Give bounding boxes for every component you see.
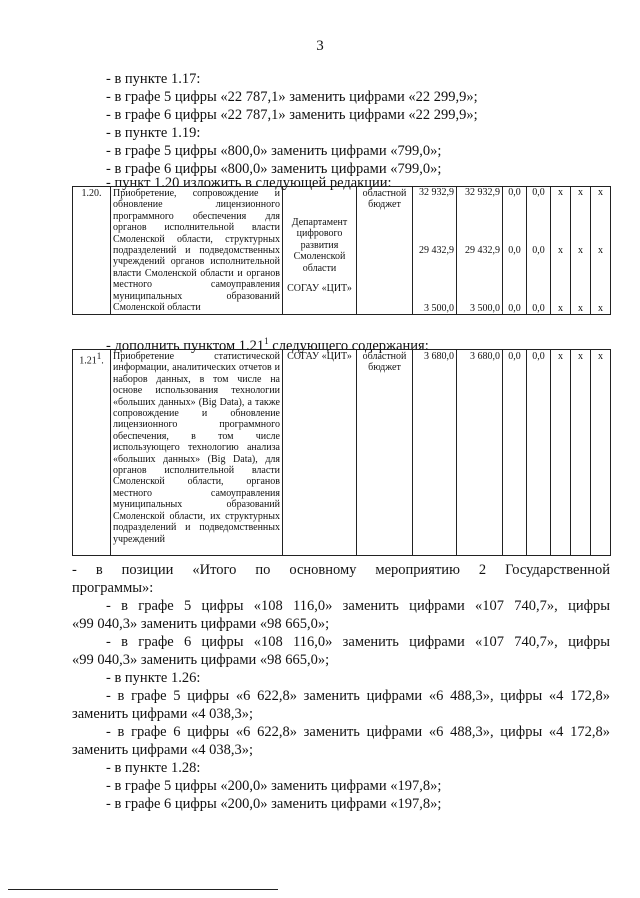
value-cell: x [591,350,611,556]
item-number [73,350,111,556]
value-cell: x [551,350,571,556]
instruction-text: - дополнить пунктом 1.21 [106,337,265,354]
value-cit: 0,0 [532,303,545,314]
value-total: x [598,187,603,198]
value-cit: 3 500,0 [424,303,454,314]
instruction-line: заменить цифрами «4 038,3»; [72,742,254,758]
instruction-line: - в графе 5 цифры «22 787,1» заменить цифрами «22 299,9»; [106,89,478,105]
value-total: 32 932,9 [465,187,500,198]
value-total: 0,0 [532,187,545,198]
value-cit: 3 500,0 [470,303,500,314]
value-cit: x [598,303,603,314]
value-department: 29 432,9 [419,245,454,256]
value-total: 0,0 [508,187,521,198]
instruction-line: - в пункте 1.19: [106,125,201,141]
executor-cit: СОГАУ «ЦИТ» [283,350,357,556]
value-department: x [598,245,603,256]
instruction-line: - в графе 6 цифры «22 787,1» заменить цифрами «22 299,9»; [106,107,478,123]
superscript: 1 [264,336,269,346]
instruction-line: заменить цифрами «4 038,3»; [72,706,254,722]
table-item-1-20 [72,186,611,315]
instruction-line: - в графе 6 цифры «6 622,8» заменить цифрами «6 488,3», цифры «4 172,8» [106,724,610,740]
item-description: Приобретение, сопровождение и обновление лицензионного программного обеспечения для органов исполнительной власти Смоленской области, структурных подразделений и подведомственных учреждений органов исполнительной власти Смоленской области и органов местного самоуправления муниципальных образований Смоленской области [111,187,283,315]
value-department: 0,0 [508,245,521,256]
footer-rule [8,889,278,890]
instruction-line: - в пункте 1.28: [106,760,201,776]
value-cell: 3 680,0 [413,350,457,556]
instruction-line: - в графе 6 цифры «108 116,0» заменить цифрами «107 740,7», цифры [106,634,610,650]
instruction-line: «99 040,3» заменить цифрами «98 665,0»; [72,616,330,632]
value-cit: x [558,303,563,314]
instruction-line: - в графе 6 цифры «200,0» заменить цифрами «197,8»; [106,796,442,812]
item-number: 1.20. [73,187,111,315]
value-cell: 0,0 [503,350,527,556]
value-department: 29 432,9 [465,245,500,256]
value-cell: x [571,350,591,556]
funding-source: областной бюджет [357,350,413,556]
value-total: x [578,187,583,198]
instruction-line: - в графе 6 цифры «800,0» заменить цифрами «799,0»; [106,161,442,177]
instruction-line: - в графе 5 цифры «200,0» заменить цифрами «197,8»; [106,778,442,794]
item-description: Приобретение статистической информации, аналитических отчетов и наборов данных, в том числе на основе использования технологии «больших данных» (Big Data), а также сопровождение и обновление лицензионного программного обеспечения, в том числе использующего технологию анализа «больших данных» (Big Data), для органов исполнительной власти Смоленской области, органов местного самоуправления муниципальных образований Смоленской области, их структурных подразделений и подведомственных учреждений [111,350,283,556]
instruction-line: - в графе 5 цифры «6 622,8» заменить цифрами «6 488,3», цифры «4 172,8» [106,688,610,704]
item-number-text: 1.21 [79,355,97,367]
value-cell: 0,0 [527,350,551,556]
instruction-line: - пункт 1.20 изложить в следующей редакции: [106,175,392,191]
instruction-line: - в графе 5 цифры «800,0» заменить цифрами «799,0»; [106,143,442,159]
value-total: x [558,187,563,198]
instruction-line: - в графе 5 цифры «108 116,0» заменить цифрами «107 740,7», цифры [106,598,610,614]
value-cit: x [578,303,583,314]
instruction-text: следующего содержания: [268,337,429,354]
superscript: 1 [96,351,102,361]
value-department: x [558,245,563,256]
executor-cit: СОГАУ «ЦИТ» [287,283,352,294]
instruction-line: - в позиции «Итого по основному мероприятию 2 Государственной [72,562,610,578]
funding-source: областной бюджет [357,187,413,315]
instruction-line: программы»: [72,580,154,596]
value-cell: 3 680,0 [457,350,503,556]
value-cit: 0,0 [508,303,521,314]
page-number: 3 [316,38,324,54]
instruction-line: - в пункте 1.26: [106,670,201,686]
item-number-dot: . [101,355,104,367]
executor-department: Департамент цифрового развития Смоленской области [291,217,348,274]
value-total: 32 932,9 [419,187,454,198]
value-department: 0,0 [532,245,545,256]
table-item-1-21-1 [72,349,611,556]
instruction-line: «99 040,3» заменить цифрами «98 665,0»; [72,652,330,668]
instruction-line: - в пункте 1.17: [106,71,201,87]
value-department: x [578,245,583,256]
